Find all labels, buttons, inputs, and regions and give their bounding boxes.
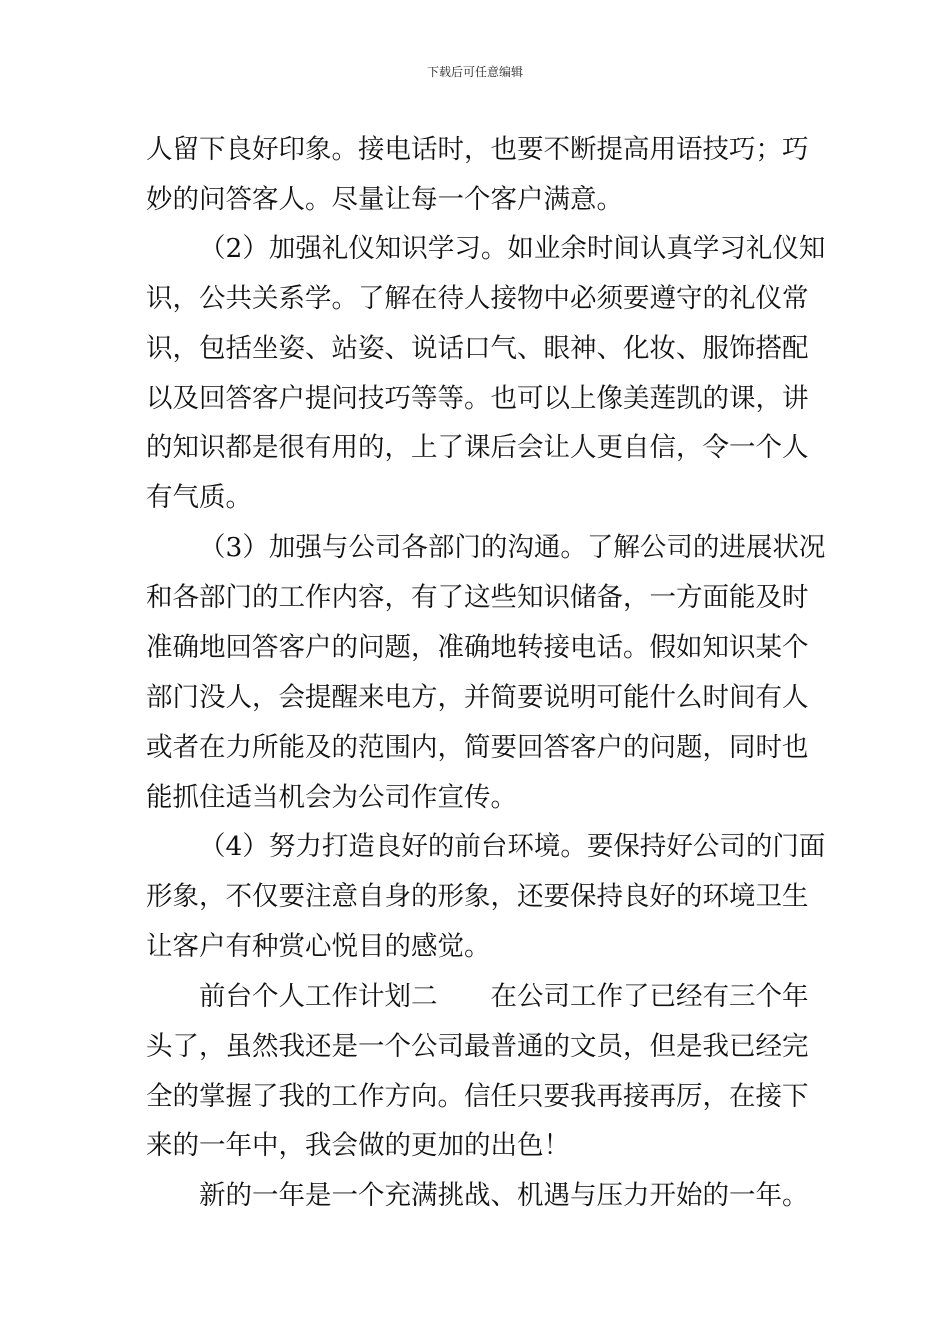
- text-line: 头了，虽然我还是一个公司最普通的文员，但是我已经完: [146, 1031, 809, 1062]
- text-line: 妙的问答客人。尽量让每一个客户满意。: [146, 184, 623, 215]
- text-line: 前台个人工作计划二 在公司工作了已经有三个年: [199, 981, 809, 1012]
- text-line: 形象，不仅要注意自身的形象，还要保持良好的环境卫生: [146, 881, 809, 912]
- text-line: 和各部门的工作内容，有了这些知识储备，一方面能及时: [146, 582, 809, 613]
- page-header: 下载后可任意编辑: [426, 65, 523, 79]
- text-line: 的知识都是很有用的，上了课后会让人更自信，令一个人: [146, 432, 809, 463]
- text-line: （4）努力打造良好的前台环境。要保持好公司的门面: [199, 831, 826, 862]
- text-line: 识，公共关系学。了解在待人接物中必须要遵守的礼仪常: [146, 283, 809, 314]
- text-line: 全的掌握了我的工作方向。信任只要我再接再厉，在接下: [146, 1081, 809, 1112]
- text-line: 来的一年中，我会做的更加的出色！: [146, 1130, 570, 1161]
- text-line: 人留下良好印象。接电话时，也要不断提高用语技巧；巧: [146, 134, 809, 165]
- text-line: 能抓住适当机会为公司作宣传。: [146, 782, 517, 813]
- text-line: 让客户有种赏心悦目的感觉。: [146, 931, 491, 962]
- text-line: 识，包括坐姿、站姿、说话口气、眼神、化妆、服饰搭配: [146, 333, 809, 364]
- text-line: 部门没人，会提醒来电方，并简要说明可能什么时间有人: [146, 682, 809, 713]
- text-line: 或者在力所能及的范围内，简要回答客户的问题，同时也: [146, 732, 809, 763]
- text-line: 有气质。: [146, 482, 252, 513]
- text-line: （3）加强与公司各部门的沟通。了解公司的进展状况: [199, 532, 826, 563]
- text-line: （2）加强礼仪知识学习。如业余时间认真学习礼仪知: [199, 233, 826, 264]
- text-line: 新的一年是一个充满挑战、机遇与压力开始的一年。: [199, 1180, 809, 1211]
- text-line: 以及回答客户提问技巧等等。也可以上像美莲凯的课，讲: [146, 383, 809, 414]
- text-line: 准确地回答客户的问题，准确地转接电话。假如知识某个: [146, 632, 809, 663]
